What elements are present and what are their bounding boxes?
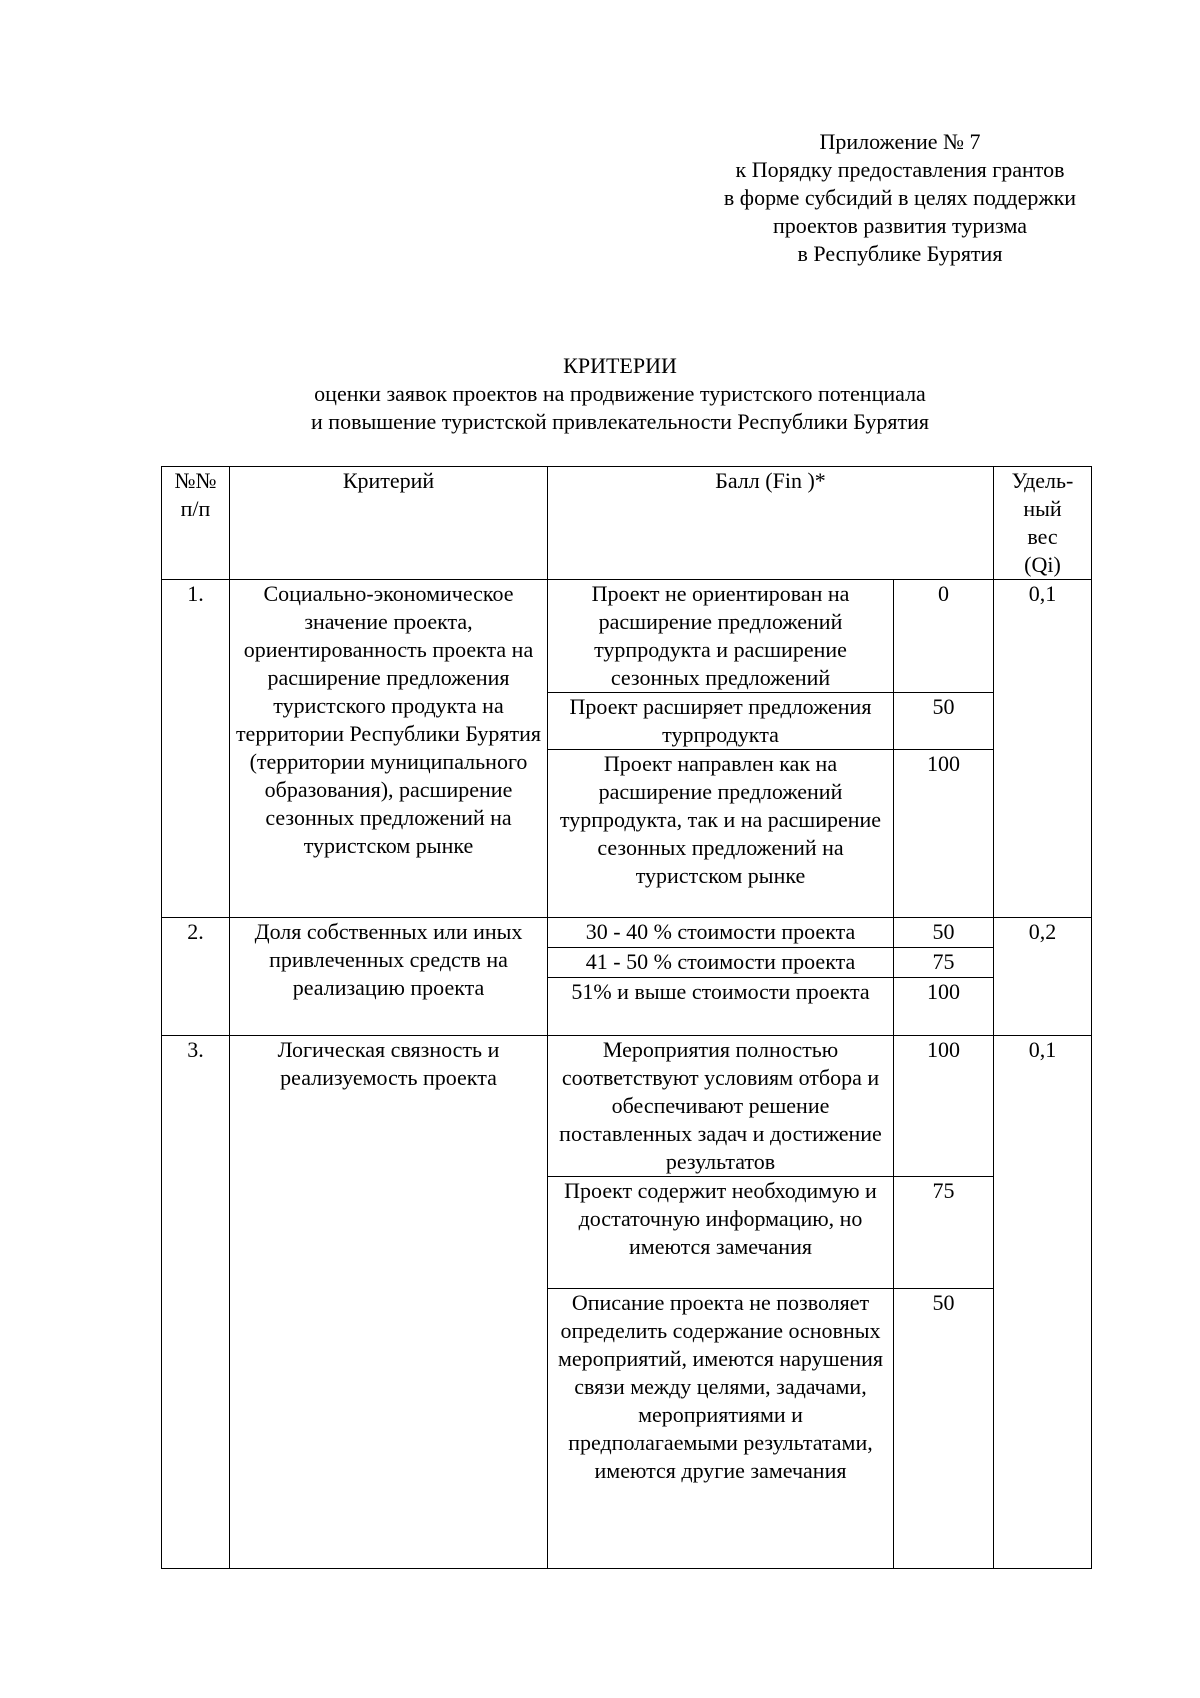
document-title: [160, 352, 1080, 436]
option-score: 100: [894, 1036, 994, 1177]
title-subtitle: и повышение туристской привлекательности Республики Бурятия: [311, 409, 929, 434]
header-num-line: п/п: [180, 496, 211, 521]
row-num: 1.: [162, 580, 230, 918]
header-num-line: №№: [174, 468, 217, 493]
row-criterion: Логическая связность и реализуемость проекта: [230, 1036, 548, 1569]
option-desc: 51% и выше стоимости проекта: [548, 978, 894, 1036]
option-score: 100: [894, 750, 994, 918]
option-desc: Проект направлен как на расширение предложений турпродукта, так и на расширение сезонных предложений на туристском рынке: [548, 750, 894, 918]
option-desc: Описание проекта не позволяет определить содержание основных мероприятий, имеются нарушения связи между целями, задачами, мероприятиями и предполагаемыми результатами, имеются другие замечания: [548, 1289, 894, 1569]
table-header-row: [162, 467, 1092, 580]
row-criterion: Социально-экономическое значение проекта, ориентированность проекта на расширение предложения туристского продукта на территории Республики Бурятия (территории муниципального образования), расширение сезонных предложений на туристском рынке: [230, 580, 548, 918]
row-criterion: Доля собственных или иных привлеченных средств на реализацию проекта: [230, 918, 548, 1036]
row-weight: 0,1: [994, 1036, 1092, 1569]
option-desc: Проект не ориентирован на расширение предложений турпродукта и расширение сезонных предложений: [548, 580, 894, 693]
criteria-table: [161, 466, 1092, 1569]
option-desc: Мероприятия полностью соответствуют условиям отбора и обеспечивают решение поставленных задач и достижение результатов: [548, 1036, 894, 1177]
header-score: Балл (Fin )*: [548, 467, 994, 580]
option-score: 0: [894, 580, 994, 693]
header-criterion: Критерий: [230, 467, 548, 580]
appendix-line: в форме субсидий в целях поддержки: [723, 185, 1077, 210]
header-weight-line: (Qi): [1024, 552, 1061, 577]
header-num: [162, 467, 230, 580]
appendix-line: Приложение № 7: [819, 129, 981, 154]
header-weight: [994, 467, 1092, 580]
option-score: 50: [894, 1289, 994, 1569]
appendix-line: к Порядку предоставления грантов: [735, 157, 1065, 182]
header-weight-line: Удель-: [1011, 468, 1074, 493]
table-row: [162, 1036, 1092, 1177]
table-row: [162, 580, 1092, 693]
option-score: 50: [894, 693, 994, 750]
row-num: 3.: [162, 1036, 230, 1569]
row-num: 2.: [162, 918, 230, 1036]
option-desc: 30 - 40 % стоимости проекта: [548, 918, 894, 948]
row-weight: 0,1: [994, 580, 1092, 918]
option-score: 75: [894, 1177, 994, 1289]
option-score: 50: [894, 918, 994, 948]
option-desc: Проект содержит необходимую и достаточную информацию, но имеются замечания: [548, 1177, 894, 1289]
header-weight-line: вес: [1027, 524, 1058, 549]
title-subtitle: оценки заявок проектов на продвижение туристского потенциала: [314, 381, 926, 406]
table-row: [162, 918, 1092, 948]
appendix-line: проектов развития туризма: [772, 213, 1028, 238]
option-desc: 41 - 50 % стоимости проекта: [548, 948, 894, 978]
option-desc: Проект расширяет предложения турпродукта: [548, 693, 894, 750]
header-weight-line: ный: [1023, 496, 1062, 521]
title-heading: КРИТЕРИИ: [563, 353, 677, 378]
row-weight: 0,2: [994, 918, 1092, 1036]
option-score: 100: [894, 978, 994, 1036]
appendix-header: [700, 128, 1100, 268]
option-score: 75: [894, 948, 994, 978]
appendix-line: в Республике Бурятия: [797, 241, 1003, 266]
